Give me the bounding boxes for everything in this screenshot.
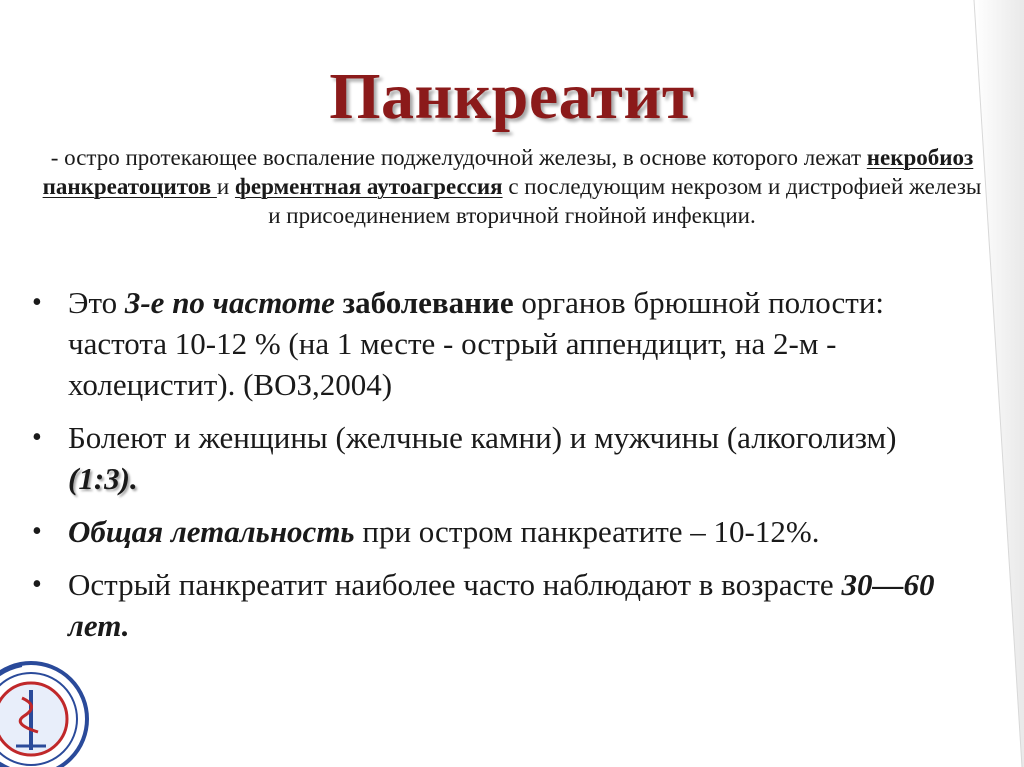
bullet-list xyxy=(28,282,958,658)
bullet-item-2 xyxy=(28,417,958,499)
bullet-2-pre: Болеют и женщины (желчные камни) и мужчины (алкоголизм) xyxy=(68,420,897,455)
bullet-2-emphasis: (1:3). xyxy=(68,461,138,496)
bullet-icon: • xyxy=(32,287,42,318)
bullet-3-emphasis: Общая летальность xyxy=(68,514,355,549)
definition-part-1: - остро протекающее воспаление поджелудочной железы, в основе которого лежат xyxy=(50,145,867,170)
definition-part-2: и xyxy=(216,174,235,199)
bullet-1-bold: заболевание xyxy=(334,285,514,320)
bullet-icon: • xyxy=(32,422,42,453)
bullet-icon: • xyxy=(32,569,42,600)
bullet-1-emphasis: 3-е по частоте xyxy=(124,285,335,320)
bullet-icon: • xyxy=(32,516,42,547)
definition-term-1: некробиоз панкреатоцитов xyxy=(42,145,974,199)
slide-title: Панкреатит xyxy=(329,60,695,133)
bullet-1-pre: Это xyxy=(68,285,125,320)
definition-text xyxy=(40,143,984,230)
medical-university-emblem-icon xyxy=(0,660,90,767)
bullet-item-1 xyxy=(28,282,958,405)
bullet-3-post: при остром панкреатите – 10-12%. xyxy=(354,514,820,549)
bullet-item-3 xyxy=(28,511,958,552)
definition-term-2: ферментная аутоагрессия xyxy=(234,174,503,199)
bullet-4-pre: Острый панкреатит наиболее часто наблюдают в возрасте xyxy=(68,567,842,602)
definition-part-3: с последующим некрозом и дистрофией железы и присоединением вторичной гнойной инфекции. xyxy=(268,174,982,228)
bullet-item-4 xyxy=(28,564,958,646)
bullet-4-emphasis: 30—60 лет. xyxy=(68,567,935,643)
bullet-1-post: органов брюшной полости: частота 10-12 % (на 1 месте - острый аппендицит, на 2-м - холецистит). (ВОЗ,2004) xyxy=(68,285,885,402)
